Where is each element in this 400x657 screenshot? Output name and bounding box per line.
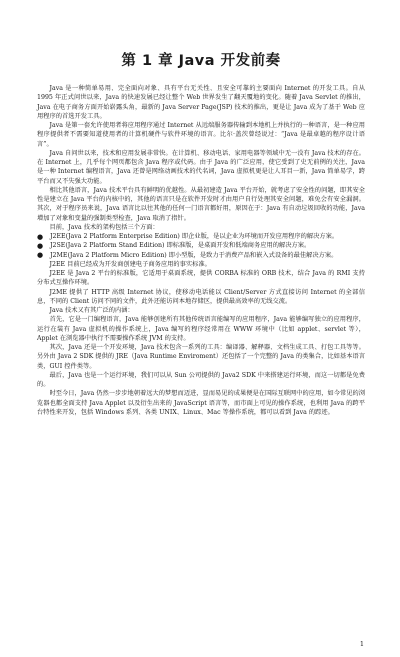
paragraph: Java 自问世以来，技术和应用发展非常快。在计算机、移动电话、家用电器等领域中无一没有 Java 技术的存在。在 Internet 上，几乎每个网页都包含 Java 程序或代码。由于 Java 的广泛应用，使它受到了史无前例的关注，Java 是一种 Internet 编程语言，Java 还曾是网络动画技术的代名词，Java 虚拟机更是让人耳目一新，Java 简单易学，跨平台而又不失强大功能。 xyxy=(37,149,365,185)
bullet-icon: ● xyxy=(37,232,44,241)
list-item xyxy=(37,251,365,260)
list-item-text: J2SE(Java 2 Platform Stand Edition) 即标准版，是桌面开发和低端商务应用的解决方案。 xyxy=(50,242,311,250)
body-text xyxy=(37,84,365,417)
paragraph: J2ME 提供了 HTTP 高级 Internet 协议，使移动电话能以 Client/Server 方式直接访问 Internet 的全部信息，不同的 Client 访问不同的文件，此外还能访问本地存储区，提供最高效率的无线交流。 xyxy=(37,288,365,305)
list-item-text: J2ME(Java 2 Platform Micro Edition) 即小型版，是致力于消费产品和嵌入式设备的最佳解决方案。 xyxy=(50,251,338,259)
paragraph: Java 是第一套允许使用者将应用程序通过 Internet 从远端服务器传输到本地机上并执行的一种语言，是一种应用程序提供者不需要知道使用者的计算机硬件与软件环境的语言。比尔·盖茨曾经说过：“Java 是最卓越的程序设计语言”。 xyxy=(37,122,365,148)
chapter-title: 第 1 章 Java 开发前奏 xyxy=(121,53,281,69)
paragraph: 首先，它是一门编程语言，Java 能够创建所有其他传统语言能编写的应用程序，Java 能够编写独立的应用程序，运行在装有 Java 虚拟机的操作系统上，Java 编写的程序经常用在 WWW 环境中（比如 applet、servlet 等），Applet 在浏览器中执行不需要操作系统 JVM 的支持。 xyxy=(37,316,365,342)
document-page xyxy=(0,52,400,657)
bullet-icon: ● xyxy=(37,241,44,250)
bullet-list xyxy=(37,232,365,260)
paragraph: Java 是一种简单易用、完全面向对象、具有平台无关性、且安全可靠的主要面向 Internet 的开发工具。自从 1995 年正式问世以来，Java 的快速发展已经让整个 Web 世界发生了翻天覆地的变化。随着 Java Servlet 的推出，Java 在电子商务方面开始崭露头角，最新的 Java Server Page(JSP) 技术的推出，更是让 Java 成为了基于 Web 应用程序的首选开发工具。 xyxy=(37,85,365,120)
paragraph: 相比其他语言，Java 技术平台具有鲜明的优越性。从最初建造 Java 平台开始，就考虑了安全性的问题，即其安全性是建立在 Java 平台的内核中的，其他的语言只是在软件开发时才由用户自行处理其安全问题，难免会有安全漏洞。其次，对于程序员来说，Java 语言比以往其他的任何一门语言都好用，原因在于：Java 有自动垃圾回收的功能，Java 增加了对象和变量的强制类型检查，Java 取消了指针。 xyxy=(37,186,365,222)
paragraph: 其次，Java 还是一个开发环境，Java 技术包含一系列的工具：编译器、解释器、文档生成工具、打包工具等等。另外由 Java 2 SDK 提供的 JRE（Java Runtime Enviroment）还包括了一个完整的 Java 的类集合，比如基本语言类，GUI 控件类等。 xyxy=(37,344,365,370)
list-item xyxy=(37,241,365,250)
paragraph: 最后，Java 也是一个运行环境，我们可以从 Sun 公司提供的 Java2 SDK 中来搭建运行环境，而这一切都是免费的。 xyxy=(37,371,365,388)
list-item-text: J2EE(Java 2 Platform Enterprise Edition) 即企业版，是以企业为环境而开发应用程序的解决方案。 xyxy=(50,233,339,240)
bullet-icon: ● xyxy=(37,251,44,259)
page-number: 1 xyxy=(359,640,364,648)
paragraph: J2EE 是 Java 2 平台的标准版，它适用于桌面系统，提供 CORBA 标准的 ORB 技术，结合 Java 的 RMI 支持分布式互操作环境。 xyxy=(37,270,365,287)
list-item xyxy=(37,232,365,241)
paragraph: Java 技术又有其广泛的内涵： xyxy=(49,307,134,314)
paragraph: J2EE 目前已经成为开发商创建电子商务应用的事实标准。 xyxy=(49,260,211,268)
paragraph: 目前，Java 技术的架构包括三个方面： xyxy=(49,223,159,231)
paragraph: 时至今日，Java 仍然一步步地朝着远大的梦想而迈进，显而易见的成果便是在国际互联网中的应用，如今常见的浏览器也都全面支持 Java Applet 以及衍生出来的 JavaScript 语言等，而市面上可见的操作系统，也利用 Java 的跨平台特性来开发，包括 Windows 系列、各类 UNIX、Linux、Mac 等操作系统，都可以看到 Java 的踪迹。 xyxy=(37,390,365,416)
